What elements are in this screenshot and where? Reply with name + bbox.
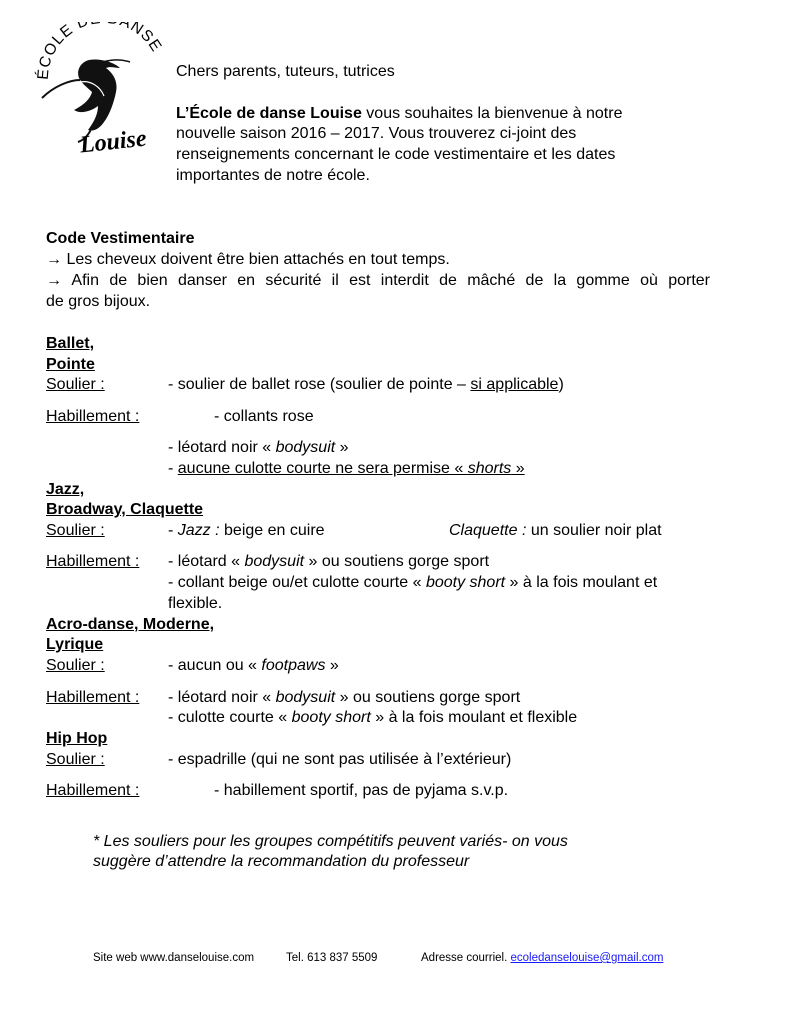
- ballet-title-1: Ballet,: [46, 335, 95, 352]
- ballet-wear-2-pre: - léotard noir «: [168, 439, 276, 456]
- welcome-line-2: nouvelle saison 2016 – 2017. Vous trouverez ci-joint des: [176, 125, 577, 142]
- acro-shoe-pre: - aucun ou «: [168, 657, 262, 674]
- welcome-line-3: renseignements concernant le code vestimentaire et les dates: [176, 146, 616, 163]
- salutation: Chers parents, tuteurs, tutrices: [176, 63, 395, 80]
- ballet-wear-3-underlined: [178, 460, 525, 477]
- school-logo: [34, 22, 166, 158]
- welcome-line-1: [176, 104, 622, 124]
- footer-email-label: Adresse courriel.: [421, 952, 511, 964]
- jazz-shoe-claquette: Claquette :: [449, 522, 527, 539]
- acro-wear-2-italic: booty short: [291, 709, 371, 726]
- welcome-line-4: importantes de notre école.: [176, 167, 370, 184]
- jazz-title-2: Broadway, Claquette: [46, 501, 204, 518]
- dress-code-rule-1: → Les cheveux doivent être bien attachés en tout temps.: [46, 251, 450, 268]
- hiphop-shoe-label: Soulier :: [46, 751, 105, 768]
- jazz-wear-1-post: » ou soutiens gorge sport: [304, 553, 490, 570]
- ballet-wear-3-text: aucune culotte courte ne sera permise «: [177, 460, 468, 477]
- acro-shoe-label: Soulier :: [46, 657, 105, 674]
- acro-wear-1: [168, 688, 520, 708]
- welcome-line-1-text: vous souhaites la bienvenue à notre: [361, 105, 623, 122]
- claquette-shoe-value: [449, 521, 662, 541]
- school-name: L’École de danse Louise: [176, 105, 362, 122]
- ballet-shoe-text: - soulier de ballet rose (soulier de pointe –: [168, 376, 471, 393]
- acro-wear-1-post: » ou soutiens gorge sport: [335, 689, 521, 706]
- note-line-2: suggère d’attendre la recommandation du professeur: [93, 853, 470, 870]
- hiphop-wear-value: - habillement sportif, pas de pyjama s.v.p.: [214, 782, 509, 799]
- jazz-shoe-dash: -: [168, 522, 178, 539]
- logo-script-text: Louise: [78, 125, 148, 158]
- ballet-shoe-label: Soulier :: [46, 376, 105, 393]
- acro-title-2: Lyrique: [46, 636, 104, 653]
- jazz-wear-1-pre: - léotard «: [168, 553, 245, 570]
- hiphop-wear-label: Habillement :: [46, 782, 140, 799]
- ballet-title-2: Pointe: [46, 356, 95, 373]
- jazz-shoe-label: Soulier :: [46, 522, 105, 539]
- ballet-shoe-close: ): [558, 376, 564, 393]
- acro-wear-2-pre: - culotte courte «: [168, 709, 292, 726]
- jazz-wear-2-post: » à la fois moulant et: [505, 574, 658, 591]
- acro-wear-2-post: » à la fois moulant et flexible: [370, 709, 578, 726]
- jazz-wear-label: Habillement :: [46, 553, 140, 570]
- dancer-logo-icon: [34, 22, 166, 158]
- jazz-shoe-claquette-text: un soulier noir plat: [526, 522, 662, 539]
- acro-wear-label: Habillement :: [46, 689, 140, 706]
- jazz-shoe-value: [168, 521, 325, 541]
- jazz-wear-2: [168, 573, 657, 593]
- acro-title-1: Acro-danse, Moderne,: [46, 616, 215, 633]
- jazz-wear-1: [168, 552, 489, 572]
- ballet-wear-3-italic: shorts: [467, 460, 512, 477]
- ballet-shoe-applicable: si applicable: [470, 376, 559, 393]
- footer-site: Site web www.danselouise.com: [93, 952, 255, 964]
- footer-email: [421, 948, 663, 968]
- ballet-wear-label: Habillement :: [46, 408, 140, 425]
- acro-wear-1-italic: bodysuit: [275, 689, 336, 706]
- footer-tel: Tel. 613 837 5509: [286, 952, 378, 964]
- jazz-wear-2-line-2: flexible.: [168, 595, 223, 612]
- jazz-shoe-jazz: Jazz :: [177, 522, 220, 539]
- ballet-wear-2-italic: bodysuit: [275, 439, 336, 456]
- logo-arc-text: ÉCOLE D ANSE: [34, 22, 165, 81]
- dress-code-title: Code Vestimentaire: [46, 230, 195, 247]
- ballet-wear-2: [168, 438, 349, 458]
- acro-shoe-italic: footpaws: [261, 657, 326, 674]
- ballet-wear-1: - collants rose: [214, 408, 314, 425]
- acro-wear-1-pre: - léotard noir «: [168, 689, 276, 706]
- jazz-shoe-jazz-text: beige en cuire: [219, 522, 325, 539]
- jazz-wear-2-italic: booty short: [425, 574, 506, 591]
- hiphop-shoe-value: - espadrille (qui ne sont pas utilisée à l’extérieur): [168, 751, 512, 768]
- acro-shoe-post: »: [325, 657, 339, 674]
- ballet-wear-2-post: »: [335, 439, 349, 456]
- acro-shoe-value: [168, 656, 339, 676]
- note-line-1: * Les souliers pour les groupes compétitifs peuvent variés- on vous: [93, 833, 568, 850]
- hiphop-title: Hip Hop: [46, 730, 108, 747]
- ballet-wear-3-end: »: [511, 460, 525, 477]
- acro-wear-2: [168, 708, 577, 728]
- jazz-wear-1-italic: bodysuit: [244, 553, 305, 570]
- dress-code-rule-2-line-1: → Afin de bien danser en sécurité il est interdit de mâché de la gomme où porter: [46, 272, 710, 289]
- jazz-title-1: Jazz,: [46, 481, 85, 498]
- footer-email-link[interactable]: ecoledanselouise@gmail.com: [510, 952, 664, 964]
- ballet-wear-3-dash: -: [168, 460, 178, 477]
- dress-code-rule-2-line-2: de gros bijoux.: [46, 293, 151, 310]
- ballet-wear-3: [168, 459, 525, 479]
- jazz-wear-2-pre: - collant beige ou/et culotte courte «: [168, 574, 426, 591]
- ballet-shoe-value: [168, 375, 564, 395]
